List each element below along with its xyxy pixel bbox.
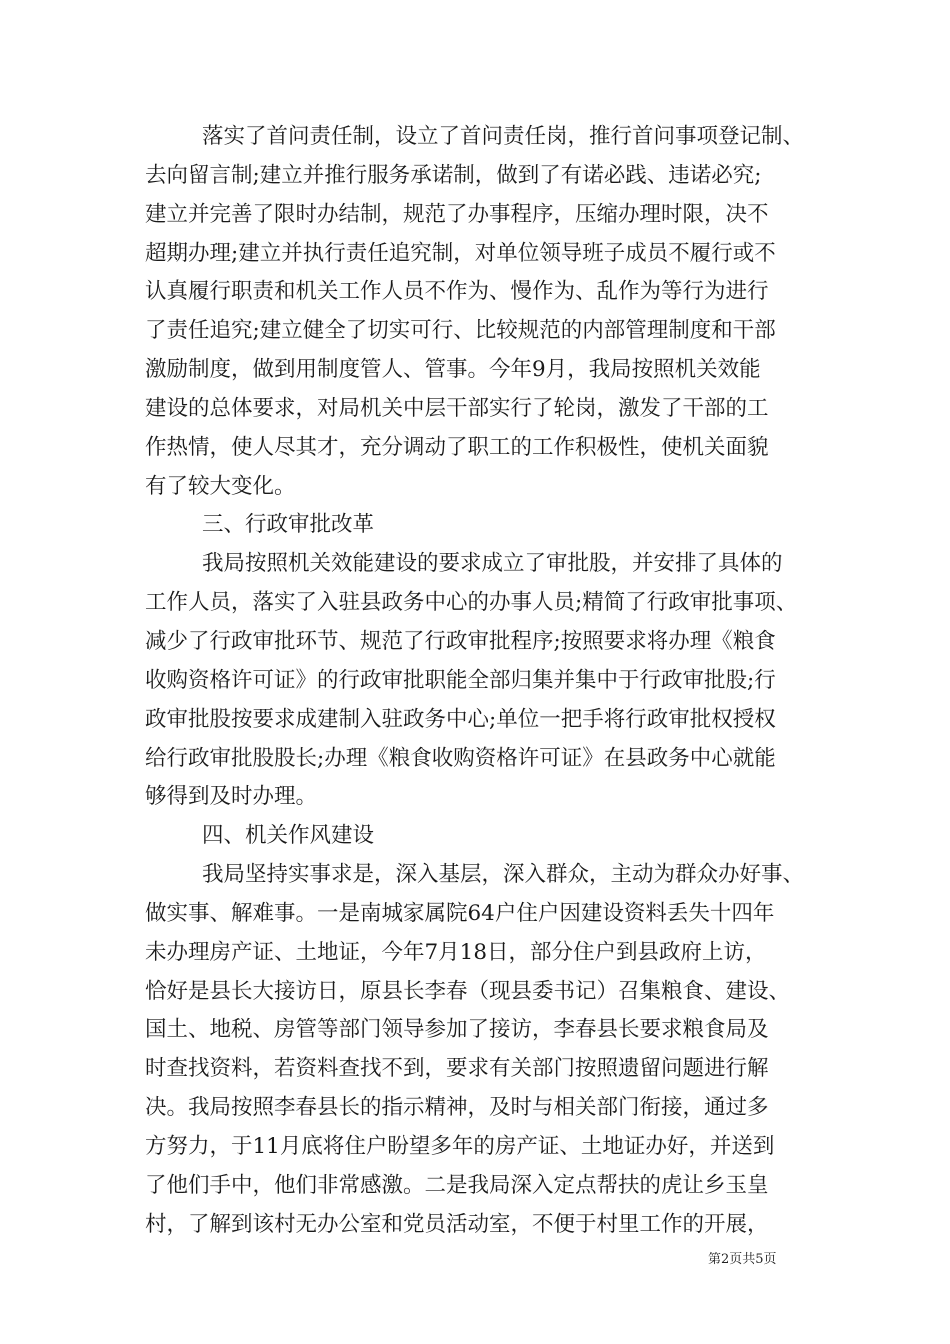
section-heading: 三、行政审批改革 [202,512,375,538]
text-line: 减少了行政审批环节、规范了行政审批程序;按照要求将办理《粮食 [145,628,776,654]
text-line: 收购资格许可证》的行政审批职能全部归集并集中于行政审批股;行 [145,667,776,693]
text-line: 作热情，使人尽其才，充分调动了职工的工作积极性，使机关面貌 [145,434,769,460]
body-text [145,118,813,1244]
text-line: 超期办理;建立并执行责任追究制，对单位领导班子成员不履行或不 [145,240,776,266]
text-line: 激励制度，做到用制度管人、管事。今年9月，我局按照机关效能 [145,357,761,383]
text-line: 建立并完善了限时办结制，规范了办事程序，压缩办理时限，决不 [145,201,769,227]
text-line: 够得到及时办理。 [145,784,318,810]
text-line: 工作人员，落实了入驻县政务中心的办事人员;精简了行政审批事项、 [145,590,798,616]
text-line: 村，了解到该村无办公室和党员活动室，不便于村里工作的开展， [145,1211,769,1237]
section-heading: 四、机关作风建设 [202,823,375,849]
text-line: 落实了首问责任制，设立了首问责任岗，推行首问事项登记制、 [202,124,805,149]
text-line: 有了较大变化。 [145,473,296,499]
text-line: 做实事、解难事。一是南城家属院64户住户因建设资料丢失十四年 [145,900,775,926]
text-line: 我局按照机关效能建设的要求成立了审批股，并安排了具体的 [202,551,783,577]
text-line: 方努力，于11月底将住户盼望多年的房产证、土地证办好，并送到 [145,1133,775,1159]
text-line: 未办理房产证、土地证，今年7月18日，部分住户到县政府上访， [145,939,767,965]
text-line: 去向留言制;建立并推行服务承诺制，做到了有诺必践、违诺必究; [145,162,762,188]
text-line: 认真履行职责和机关工作人员不作为、慢作为、乱作为等行为进行 [145,279,769,305]
text-line: 我局坚持实事求是，深入基层，深入群众，主动为群众办好事、 [202,862,805,888]
text-line: 时查找资料，若资料查找不到，要求有关部门按照遗留问题进行解 [145,1056,769,1082]
text-line: 给行政审批股股长;办理《粮食收购资格许可证》在县政务中心就能 [145,745,776,771]
text-line: 了他们手中，他们非常感激。二是我局深入定点帮扶的虎让乡玉皇 [145,1172,769,1198]
text-line: 了责任追究;建立健全了切实可行、比较规范的内部管理制度和干部 [145,318,776,344]
text-line: 建设的总体要求，对局机关中层干部实行了轮岗，激发了干部的工 [145,395,769,421]
text-line: 国土、地税、房管等部门领导参加了接访，李春县长要求粮食局及 [145,1017,769,1043]
text-line: 决。我局按照李春县长的指示精神，及时与相关部门衔接，通过多 [145,1095,769,1121]
text-line: 恰好是县长大接访日，原县长李春（现县委书记）召集粮食、建设、 [145,978,791,1004]
page-number: 第2页共5页 [708,1252,777,1267]
text-line: 政审批股按要求成建制入驻政务中心;单位一把手将行政审批权授权 [145,706,776,732]
